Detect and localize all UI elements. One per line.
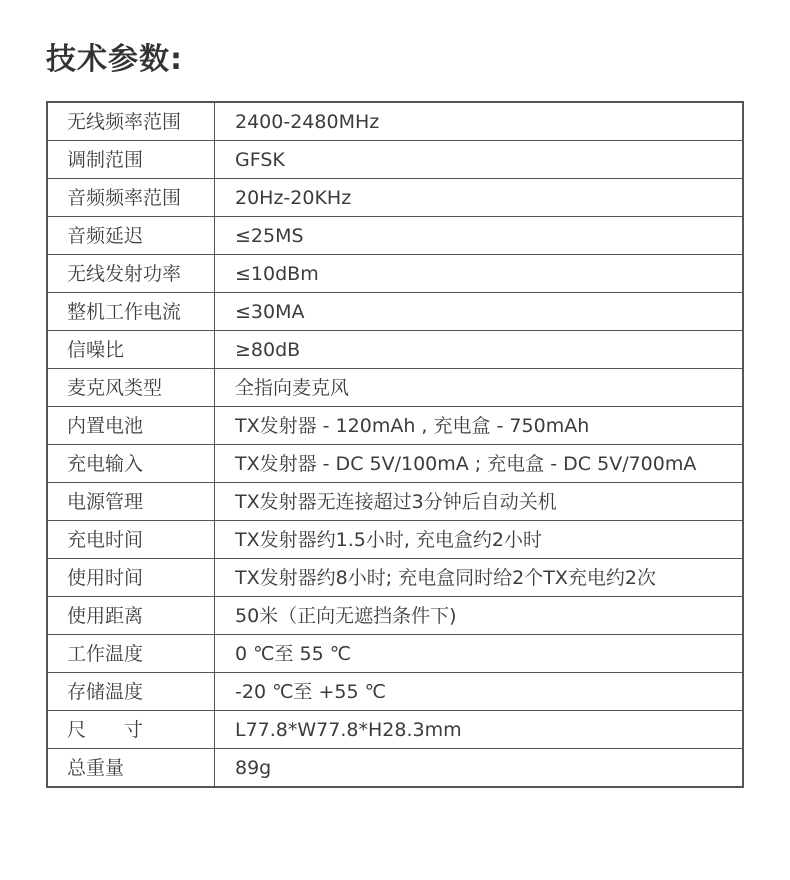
spec-label: 无线频率范围 (47, 102, 215, 141)
spec-value: TX发射器 - DC 5V/100mA ; 充电盒 - DC 5V/700mA (215, 445, 744, 483)
spec-label: 充电时间 (47, 521, 215, 559)
table-row (47, 749, 743, 788)
table-row (47, 407, 743, 445)
table-row (47, 141, 743, 179)
spec-value: TX发射器约1.5小时, 充电盒约2小时 (215, 521, 744, 559)
spec-label: 存储温度 (47, 673, 215, 711)
table-row (47, 483, 743, 521)
spec-value: -20 ℃至 +55 ℃ (215, 673, 744, 711)
table-row (47, 102, 743, 141)
spec-value: 89g (215, 749, 744, 788)
spec-label: 内置电池 (47, 407, 215, 445)
spec-value: 50米（正向无遮挡条件下) (215, 597, 744, 635)
spec-value: TX发射器约8小时; 充电盒同时给2个TX充电约2次 (215, 559, 744, 597)
spec-label: 使用距离 (47, 597, 215, 635)
table-row (47, 711, 743, 749)
table-row (47, 179, 743, 217)
table-row (47, 331, 743, 369)
spec-value: 0 ℃至 55 ℃ (215, 635, 744, 673)
spec-label: 信噪比 (47, 331, 215, 369)
page-title: 技术参数: (46, 42, 183, 77)
table-row (47, 673, 743, 711)
spec-value: 全指向麦克风 (215, 369, 744, 407)
table-row (47, 559, 743, 597)
table-row (47, 597, 743, 635)
table-row (47, 445, 743, 483)
table-row (47, 255, 743, 293)
spec-value: 2400-2480MHz (215, 102, 744, 141)
spec-label: 调制范围 (47, 141, 215, 179)
spec-label: 总重量 (47, 749, 215, 788)
table-row (47, 217, 743, 255)
spec-value: TX发射器 - 120mAh , 充电盒 - 750mAh (215, 407, 744, 445)
spec-label: 无线发射功率 (47, 255, 215, 293)
spec-label: 工作温度 (47, 635, 215, 673)
spec-value: GFSK (215, 141, 744, 179)
table-row (47, 369, 743, 407)
spec-label: 充电输入 (47, 445, 215, 483)
spec-value: L77.8*W77.8*H28.3mm (215, 711, 744, 749)
table-row (47, 635, 743, 673)
spec-label: 电源管理 (47, 483, 215, 521)
table-row (47, 293, 743, 331)
spec-value: ≤25MS (215, 217, 744, 255)
spec-label: 使用时间 (47, 559, 215, 597)
spec-table (46, 101, 744, 788)
spec-value: 20Hz-20KHz (215, 179, 744, 217)
spec-label: 整机工作电流 (47, 293, 215, 331)
spec-label: 音频延迟 (47, 217, 215, 255)
spec-value: TX发射器无连接超过3分钟后自动关机 (215, 483, 744, 521)
spec-label: 尺 寸 (47, 711, 215, 749)
table-row (47, 521, 743, 559)
spec-value: ≤30MA (215, 293, 744, 331)
spec-value: ≥80dB (215, 331, 744, 369)
spec-value: ≤10dBm (215, 255, 744, 293)
spec-label: 音频频率范围 (47, 179, 215, 217)
spec-label: 麦克风类型 (47, 369, 215, 407)
